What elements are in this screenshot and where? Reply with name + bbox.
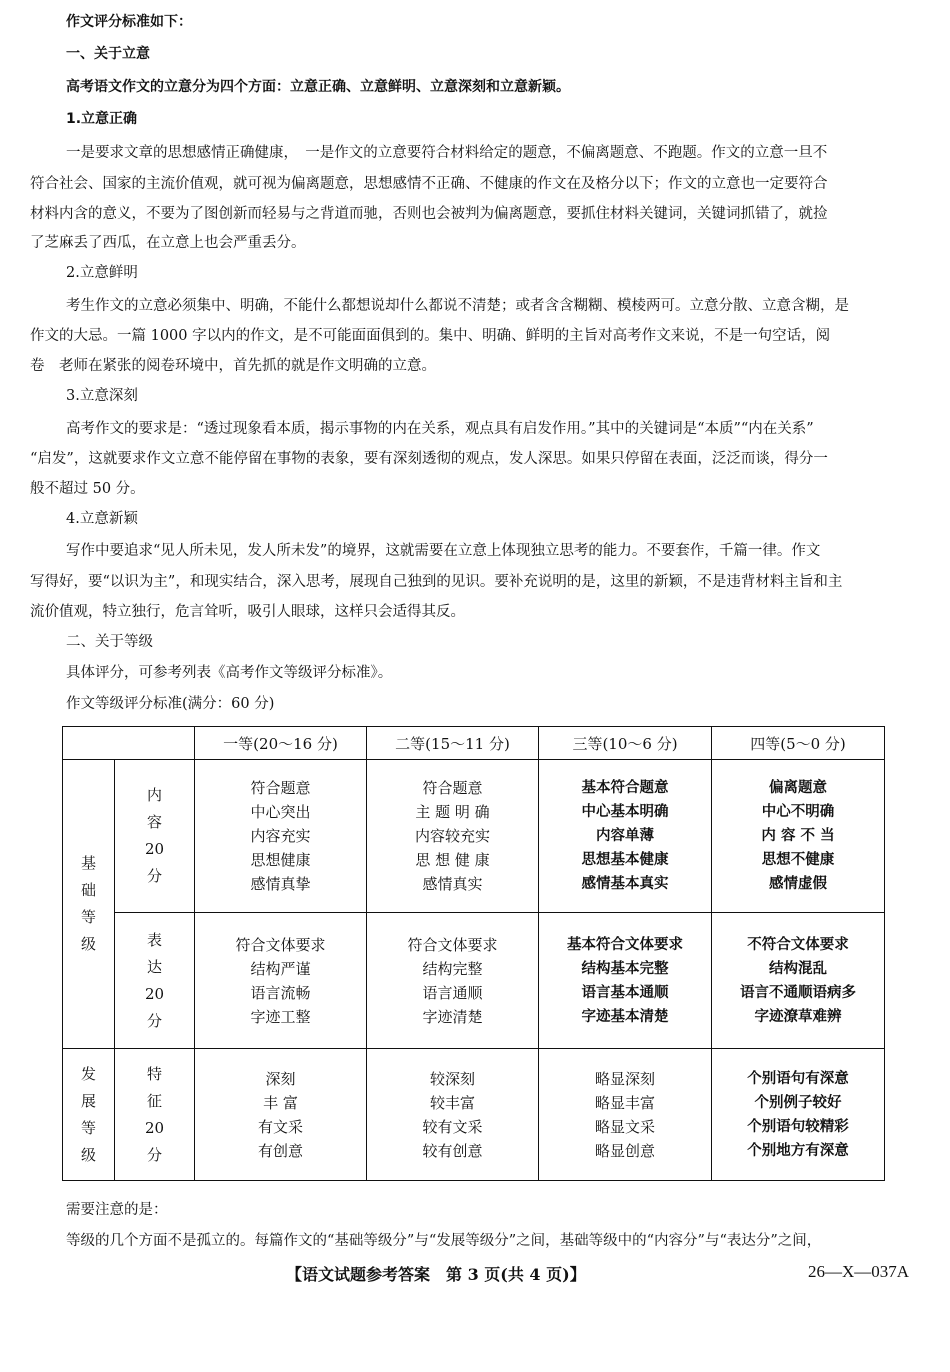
- sub-title-distinct: 2.立意鲜明: [66, 265, 138, 281]
- para-novel-line: 写得好，要“以识为主”，和现实结合，深入思考，展现自己独到的见识。要补充说明的是，这里的新颖，不是违背材料主旨和主: [30, 574, 843, 590]
- table-row-feature: [63, 1049, 885, 1181]
- table-cell-line: 语言不通顺语病多: [740, 984, 856, 1001]
- table-cell-line: 感情基本真实: [581, 876, 669, 892]
- table-title: 作文等级评分标准(满分：60 分): [66, 696, 275, 712]
- row-content-text: 内 容 20 分: [144, 786, 165, 885]
- para-correct-line: 符合社会、国家的主流价值观，就可视为偏离题意，思想感情不正确、不健康的作文在及格分以下；作文的立意也一定要符合: [30, 176, 828, 192]
- para-deep-line: 般不超过 50 分。: [30, 481, 145, 497]
- table-cell-line: 符合文体要求: [235, 935, 326, 954]
- table-cell-line: 个别例子较好: [754, 1094, 842, 1111]
- table-cell-line: 略显丰富: [594, 1093, 655, 1112]
- table-cell-line: 有文采: [257, 1117, 303, 1136]
- sub-title-deep: 3.立意深刻: [66, 388, 138, 404]
- table-cell-line: 较有文采: [422, 1117, 483, 1136]
- content-cell-grade-2: [367, 760, 539, 913]
- section-title-grade: 二、关于等级: [66, 634, 153, 650]
- express-cell-grade-1: [195, 913, 367, 1049]
- table-cell-line: 丰 富: [263, 1093, 298, 1112]
- table-cell-line: 较丰富: [429, 1093, 475, 1112]
- group-dev-label: [63, 1049, 115, 1181]
- grading-table: [62, 726, 885, 1181]
- para-distinct-line: 卷 老师在紧张的阅卷环境中，首先抓的就是作文明确的立意。: [30, 358, 436, 374]
- para-correct-line: 一是要求文章的思想感情正确健康， 一是作文的立意要符合材料给定的题意，不偏离题意、不跑题。作文的立意一旦不: [66, 145, 828, 161]
- table-cell-line: 字迹潦草难辨: [754, 1008, 842, 1025]
- table-cell-line: 符合文体要求: [407, 935, 498, 954]
- feature-cell-grade-1: [195, 1049, 367, 1181]
- table-cell-line: 略显文采: [594, 1117, 655, 1136]
- para-novel-line: 写作中要追求“见人所未见，发人所未发”的境界，这就需要在立意上体现独立思考的能力。不要套作，千篇一律。作文: [66, 543, 821, 559]
- table-cell-line: 结构基本完整: [581, 960, 669, 977]
- table-cell-line: 思想健康: [250, 851, 311, 869]
- row-express-label: [115, 913, 195, 1049]
- row-content-label: [115, 760, 195, 913]
- header-grade-2: 二等(15～11 分): [367, 727, 539, 760]
- table-cell-line: 思想基本健康: [581, 852, 669, 868]
- table-cell-line: 字迹基本清楚: [581, 1008, 669, 1025]
- table-cell-line: 深刻: [265, 1069, 296, 1088]
- feature-cell-grade-2: [367, 1049, 539, 1181]
- feature-cell-grade-4: [712, 1049, 885, 1181]
- table-cell-line: 有创意: [257, 1141, 303, 1160]
- heading: 作文评分标准如下：: [66, 14, 192, 30]
- table-cell-line: 偏离题意: [769, 780, 827, 796]
- group-basic-text: 基 础 等 级: [80, 854, 96, 953]
- content-cell-grade-4: [712, 760, 885, 913]
- feature-cell-grade-3: [539, 1049, 712, 1181]
- table-cell-line: 中心突出: [250, 803, 311, 821]
- footer-page-info: 【语文试题参考答案 第 3 页(共 4 页)】: [286, 1265, 586, 1284]
- para-deep-line: 高考作文的要求是：“透过现象看本质，揭示事物的内在关系，观点具有启发作用。”其中的关键词是“本质”“内在关系”: [66, 421, 814, 437]
- table-cell-line: 语言流畅: [250, 983, 311, 1002]
- sub-title-correct: 1.立意正确: [66, 111, 138, 127]
- table-cell-line: 思想不健康: [761, 852, 835, 868]
- row-express-text: 表 达 20 分: [144, 930, 165, 1030]
- table-row-content: [63, 760, 885, 913]
- intent-intro: 高考语文作文的立意分为四个方面：立意正确、立意鲜明、立意深刻和立意新颖。: [66, 79, 570, 95]
- express-cell-grade-3: [539, 913, 712, 1049]
- group-dev-text: 发 展 等 级: [80, 1064, 96, 1164]
- table-cell-line: 基本符合文体要求: [567, 936, 683, 953]
- grade-reference: 具体评分，可参考列表《高考作文等级评分标准》。: [66, 665, 393, 681]
- content-cell-grade-3: [539, 760, 712, 913]
- table-cell-line: 略显深刻: [594, 1069, 655, 1088]
- table-cell-line: 个别语句较精彩: [747, 1118, 849, 1135]
- note-line: 等级的几个方面不是孤立的。每篇作文的“基础等级分”与“发展等级分”之间，基础等级中的“内容分”与“表达分”之间，: [66, 1233, 822, 1249]
- header-grade-3: 三等(10～6 分): [539, 727, 712, 760]
- table-cell-line: 思 想 健 康: [415, 851, 490, 869]
- table-cell-line: 符合题意: [250, 779, 311, 797]
- note-title: 需要注意的是：: [66, 1202, 168, 1218]
- table-cell-line: 个别地方有深意: [747, 1142, 849, 1159]
- sub-title-novel: 4.立意新颖: [66, 511, 138, 527]
- row-feature-label: [115, 1049, 195, 1181]
- para-distinct-line: 作文的大忌。一篇 1000 字以内的作文，是不可能面面俱到的。集中、明确、鲜明的主旨对高考作文来说，不是一句空话，阅: [30, 328, 831, 344]
- table-cell-line: 较有创意: [422, 1141, 483, 1160]
- para-deep-line: “启发”，这就要求作文立意不能停留在事物的表象，要有深刻透彻的观点，发人深思。如果只停留在表面，泛泛而谈，得分一: [30, 451, 828, 467]
- table-cell-line: 基本符合题意: [581, 780, 669, 796]
- table-row-express: [63, 913, 885, 1049]
- table-cell-line: 中心不明确: [761, 804, 835, 820]
- table-cell-line: 感情真实: [422, 875, 483, 893]
- header-grade-4: 四等(5～0 分): [712, 727, 885, 760]
- table-cell-line: 中心基本明确: [581, 804, 669, 820]
- table-cell-line: 较深刻: [429, 1069, 475, 1088]
- para-correct-line: 了芝麻丢了西瓜，在立意上也会严重丢分。: [30, 235, 306, 251]
- content-cell-grade-1: [195, 760, 367, 913]
- group-basic-label: [63, 760, 115, 1049]
- table-cell-line: 结构严谨: [250, 959, 311, 978]
- para-distinct-line: 考生作文的立意必须集中、明确，不能什么都想说却什么都说不清楚；或者含含糊糊、模棱两可。立意分散、立意含糊，是: [66, 298, 849, 314]
- table-cell-line: 语言通顺: [422, 983, 483, 1002]
- footer-code: 26—X—037A: [808, 1262, 910, 1281]
- table-cell-line: 感情虚假: [769, 876, 827, 892]
- table-cell-line: 字迹工整: [250, 1007, 311, 1026]
- table-header-row: [63, 727, 885, 760]
- table-cell-line: 内 容 不 当: [761, 828, 835, 844]
- row-feature-text: 特 征 20 分: [144, 1064, 165, 1164]
- table-cell-line: 不符合文体要求: [747, 936, 849, 953]
- table-cell-line: 字迹清楚: [422, 1007, 483, 1026]
- table-cell-line: 结构完整: [422, 959, 483, 978]
- table-cell-line: 个别语句有深意: [747, 1070, 849, 1087]
- section-title-intent: 一、关于立意: [66, 46, 150, 62]
- para-novel-line: 流价值观，特立独行，危言耸听，吸引人眼球，这样只会适得其反。: [30, 604, 465, 620]
- table-cell-line: 内容充实: [250, 827, 311, 845]
- table-cell-line: 主 题 明 确: [415, 803, 490, 821]
- table-cell-line: 感情真挚: [250, 875, 311, 893]
- table-cell-line: 结构混乱: [769, 960, 827, 977]
- express-cell-grade-4: [712, 913, 885, 1049]
- table-cell-line: 符合题意: [422, 779, 483, 797]
- table-cell-line: 内容较充实: [414, 827, 490, 845]
- table-cell-line: 略显创意: [594, 1141, 655, 1160]
- para-correct-line: 材料内含的意义，不要为了图创新而轻易与之背道而驰，否则也会被判为偏离题意，要抓住材料关键词，关键词抓错了，就捡: [30, 206, 828, 222]
- header-blank-cell: [63, 727, 195, 760]
- table-cell-line: 语言基本通顺: [581, 984, 669, 1001]
- header-grade-1: 一等(20～16 分): [195, 727, 367, 760]
- express-cell-grade-2: [367, 913, 539, 1049]
- table-cell-line: 内容单薄: [596, 828, 654, 844]
